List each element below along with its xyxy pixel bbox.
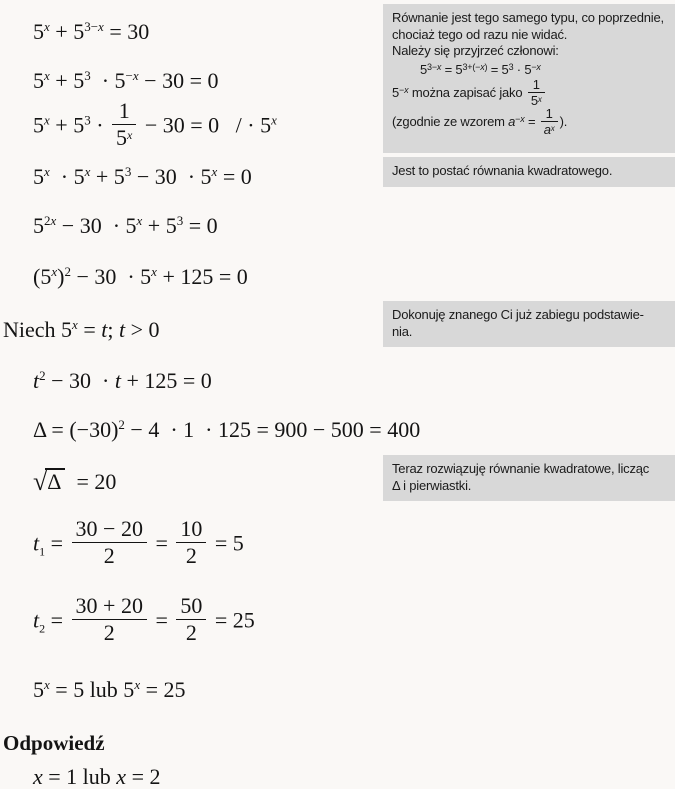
note-solving-quadratic [383,455,675,501]
equation-with-fraction: $5^x + 5^3$ · $\frac{1}{5^x}$ − 30 = 0 / · $5^x$ [33,98,277,150]
root-t2-calculation: $t_2$ = $\frac{30 + 20}{2}$ = $\frac{50}{2}$ = 25 [33,593,255,645]
equation-quadratic-in-t: $t^2 - 30 \cdot t + 125 = 0$ [33,368,212,393]
note-paragraph: $5^{-x}$ można zapisać jako $\frac{1}{5^x}$ [392,79,667,108]
back-substitution-line: $5^x = 5$ lub $5^x = 25$ [33,677,186,702]
equation-multiplied-out: $5^x \cdot 5^x + 5^3 - 30 \cdot 5^x = 0$ [33,164,252,189]
substitution-statement: Niech $5^x = t$; t > 0 [3,317,160,342]
root-t1-calculation: $t_1$ = $\frac{30 - 20}{2}$ = $\frac{10}{2}$ = 5 [33,516,244,568]
note-math-line: $5^{3-x} = 5^{3+(-x)} = 5^3 \cdot 5^{-x}$ [420,61,541,77]
note-paragraph: Dokonuję znanego Ci już zabiegu podstawie- nia. [392,307,644,339]
sqrt-delta-value: √Δ = 20 [33,467,117,496]
equation-ordered: $5^{2x} - 30 \cdot 5^x + 5^3 = 0$ [33,213,218,238]
note-paragraph: Teraz rozwiązuję równanie kwadratowe, licząc Δ i pierwiastki. [392,461,650,493]
note-paragraph: Równanie jest tego samego typu, co poprzednie, chociaż tego od razu nie widać. Należy się przyjrzeć członowi: [392,10,664,58]
note-paragraph: Jest to postać równania kwadratowego. [392,163,613,178]
note-equation-type [383,4,675,153]
equation-original: $5^x + 5^{3-x} = 30$ [33,19,150,44]
answer-heading: Odpowiedź [3,731,105,755]
answer-line: x = 1 lub x = 2 [33,764,161,789]
equation-expanded: $5^x + 5^3 \cdot 5^{-x} - 30 = 0$ [33,68,219,93]
note-paragraph: (zgodnie ze wzorem $a^{-x}$ = $\frac{1}{a^x}$ ). [392,106,568,137]
note-substitution [383,301,675,347]
note-quadratic-form [383,157,675,187]
equation-squared-form: $(5^x)^2 - 30 \cdot 5^x + 125 = 0$ [33,264,248,289]
delta-calculation: $\Delta = (-30)^2 - 4 \cdot 1 \cdot 125 = 900 - 500 = 400$ [33,417,421,442]
